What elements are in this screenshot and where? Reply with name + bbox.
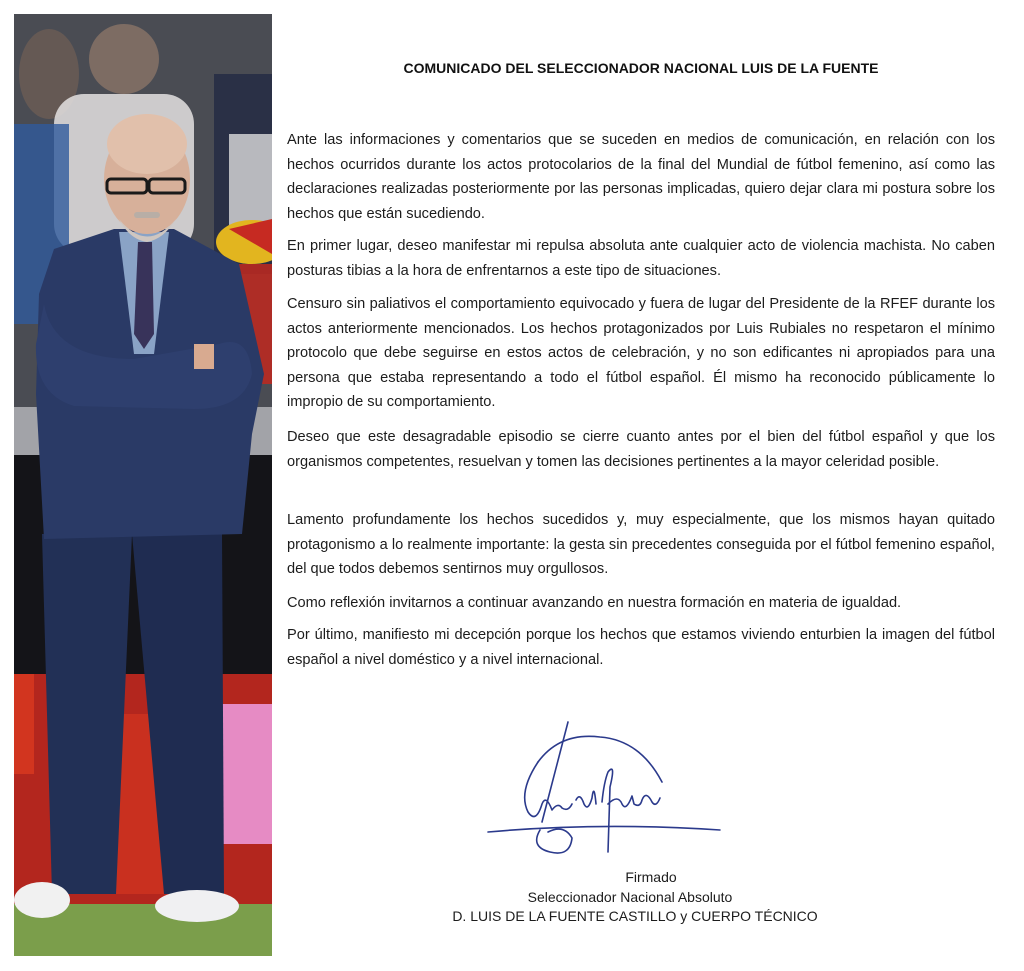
statement-paragraph: Censuro sin paliativos el comportamiento equivocado y fuera de lugar del Presidente de la RFEF durante los actos anteriormente mencionados. Los hechos protagonizados por Luis Rubiales no respetaron el mínimo protocolo que debe seguirse en estos actos de celebración, y no son edificantes ni apropiados para una persona que estaba representando a todo el fútbol español. Él mismo ha reconocido públicamente lo impropio de su comportamiento. [287,296,995,410]
coach-illustration [14,14,272,956]
handwritten-signature [480,712,740,862]
statement-paragraph: Por último, manifiesto mi decepción porque los hechos que estamos viviendo enturbien la imagen del fútbol español a nivel doméstico y a nivel internacional. [287,627,995,668]
statement-paragraph: Como reflexión invitarnos a continuar avanzando en nuestra formación en materia de igualdad. [287,595,902,611]
statement-paragraph: En primer lugar, deseo manifestar mi repulsa absoluta ante cualquier acto de violencia machista. No caben posturas tibias a la hora de enfrentarnos a este tipo de situaciones. [287,238,995,279]
statement-paragraph: Lamento profundamente los hechos sucedidos y, muy especialmente, que los mismos hayan quitado protagonismo a lo realmente importante: la gesta sin precedentes conseguida por el fútbol femenino español, del que todos debemos sentirnos muy orgullosos. [287,512,995,577]
signed-label: Firmado [625,869,677,885]
statement-title: COMUNICADO DEL SELECCIONADOR NACIONAL LUIS DE LA FUENTE [403,60,879,76]
signatory-role: Seleccionador Nacional Absoluto [527,889,733,905]
signatory-name: D. LUIS DE LA FUENTE CASTILLO y CUERPO TÉCNICO [452,908,818,924]
statement-paragraph: Ante las informaciones y comentarios que se suceden en medios de comunicación, en relación con los hechos ocurridos durante los actos protocolarios de la final del Mundial de fútbol femenino, así como las declaraciones realizadas posteriormente por las personas implicadas, quiero dejar clara mi postura sobre los hechos que están sucediendo. [287,132,995,222]
statement-paragraph: Deseo que este desagradable episodio se cierre cuanto antes por el bien del fútbol español y que los organismos competentes, resuelvan y tomen las decisiones pertinentes a la mayor celeridad posible. [287,429,995,470]
coach-photo [14,14,272,956]
